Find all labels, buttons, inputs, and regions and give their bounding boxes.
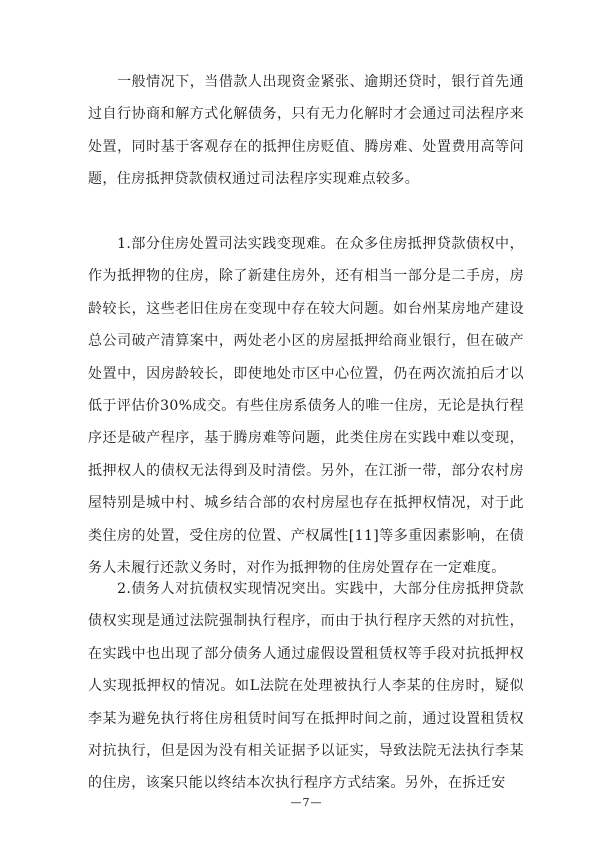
body-paragraph-item-1: 1.部分住房处置司法实践变现难。在众多住房抵押贷款债权中，作为抵押物的住房，除了新建住房外，还有相当一部分是二手房，房龄较长，这些老旧住房在变现中存在较大问题。如台州某房地产建设总公司破产清算案中，两处老小区的房屋抵押给商业银行，但在破产处置中，因房龄较长，即使地处市区中心位置，仍在两次流拍后才以低于评估价30%成交。有些住房系债务人的唯一住房，无论是执行程序还是破产程序，基于腾房难等问题，此类住房在实践中难以变现，抵押权人的债权无法得到及时清偿。另外，在江浙一带，部分农村房屋特别是城中村、城乡结合部的农村房屋也存在抵押权情况，对于此类住房的处置，受住房的位置、产权属性[11]等多重因素影响，在债务人未履行还款义务时，对作为抵押物的住房处置存在一定难度。	[88, 236, 524, 577]
page-number: —7—	[290, 796, 323, 809]
body-paragraph-item-2: 2.债务人对抗债权实现情况突出。实践中，大部分住房抵押贷款债权实现是通过法院强制执行程序，而由于执行程序天然的对抗性，在实践中也出现了部分债务人通过虚假设置租赁权等手段对抗抵押权人实现抵押权的情况。如L法院在处理被执行人李某的住房时，疑似李某为避免执行将住房租赁时间写在抵押时间之前，通过设置租赁权对抗执行，但是因为没有相关证据予以证实，导致法院无法执行李某的住房，该案只能以终结本次执行程序方式结案。另外，在拆迁安	[88, 581, 524, 792]
body-paragraph-intro: 一般情况下，当借款人出现资金紧张、逾期还贷时，银行首先通过自行协商和解方式化解债务，只有无力化解时才会通过司法程序来处置，同时基于客观存在的抵押住房贬值、腾房难、处置费用高等问题，住房抵押贷款债权通过司法程序实现难点较多。	[88, 74, 524, 188]
